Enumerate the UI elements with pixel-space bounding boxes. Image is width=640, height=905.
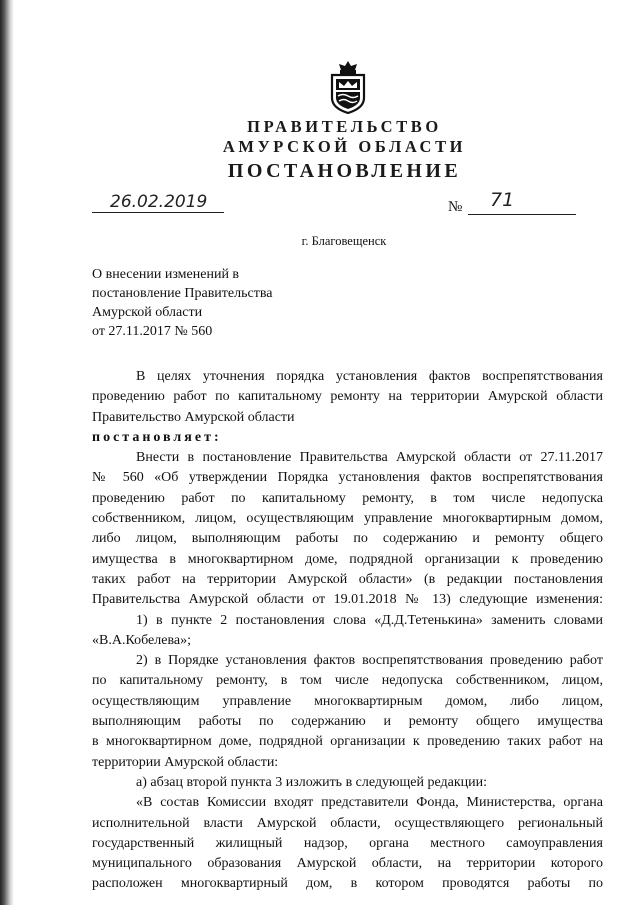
header-government: ПРАВИТЕЛЬСТВО [247,117,442,136]
body-line: осуществляющим управление многоквартирным домом, либо лицом, [92,693,603,709]
header-region: АМУРСКОЙ ОБЛАСТИ [222,137,467,156]
list-item: 2) в Порядке установления фактов воспрепятствования проведению работ [136,653,603,669]
body-line: Правительства Амурской области от 19.01.2018 № 13) следующие изменения: [92,592,603,608]
body-line: в многоквартирном доме, подрядной организации к проведению таких работ на [92,734,603,750]
city-line: г. Благовещенск [301,234,387,248]
list-item: 1) в пункте 2 постановления слова «Д.Д.Тетенькина» заменить словами [136,612,603,628]
number-underline [468,214,576,215]
subject-line: от 27.11.2017 № 560 [92,324,213,339]
document-date-handwritten: 26.02.2019 [110,192,208,212]
document-number-handwritten: 71 [490,189,515,211]
resolves-keyword: постановляет: [92,429,222,445]
body-line: таких работ на территории Амурской области» (в редакции постановления [92,571,603,587]
body-line: выполняющим работы по содержанию и ремонту общего имущества [92,714,603,730]
quote-line: расположен многоквартирный дом, в котором проводятся работы по [92,876,603,892]
quote-line: исполнительной власти Амурской области, осуществляющего региональный [92,815,603,831]
list-item: а) абзац второй пункта 3 изложить в следующей редакции: [136,774,488,790]
body-line: по капитальному ремонту, в том числе недопуска собственником, лицом, [92,673,603,689]
subject-line: О внесении изменений в [92,267,240,282]
quote-line: государственный жилищный надзор, органа местного самоуправления [92,835,603,851]
body-line: территории Амурской области: [92,754,279,770]
coat-of-arms-icon [327,60,369,114]
quote-line: «В состав Комиссии входят представители Фонда, Министерства, органа [136,795,603,811]
body-line: либо лицом, выполняющим работы по содержанию и ремонту общего [92,531,603,547]
body-line: В целях уточнения порядка установления фактов воспрепятствования [136,369,603,384]
body-line: «В.А.Кобелева»; [92,632,191,648]
body-line: Правительство Амурской области [92,409,295,425]
subject-line: Амурской области [92,305,203,320]
document-type-title: ПОСТАНОВЛЕНИЕ [227,160,462,182]
date-underline [92,212,224,213]
subject-line: постановление Правительства [92,286,273,301]
body-line: проведению работ по капитальному ремонту, в том числе недопуска [92,490,603,506]
quote-line: муниципального образования Амурской области, на территории которого [92,856,603,872]
body-line: собственником, лицом, осуществляющим управление многоквартирным домом, [92,511,603,527]
body-line: проведению работ по капитальному ремонту на территории Амурской области [92,389,603,405]
document-body [92,367,603,895]
subject-block [92,265,272,341]
body-line: Внести в постановление Правительства Амурской области от 27.11.2017 [136,450,603,466]
body-line: № 560 «Об утверждении Порядка установления фактов воспрепятствования [92,470,603,486]
number-label: № [448,199,463,215]
body-line: имущества в многоквартирном доме, подрядной организации к проведению [92,551,603,567]
